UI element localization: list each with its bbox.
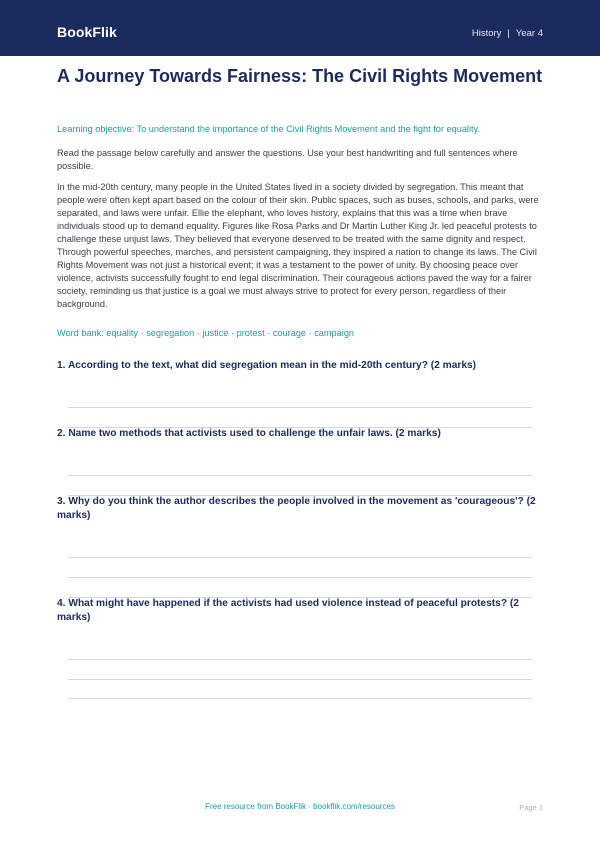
instructions: Read the passage below carefully and answer the questions. Use your best handwriting and full sentences where possible. <box>57 148 518 171</box>
question-text: 3. Why do you think the author describes the people involved in the movement as 'courageous'? (2 marks) <box>57 496 536 521</box>
question-1 <box>57 359 543 373</box>
word-bank: Word bank: equality · segregation · justice · protest · courage · campaign <box>57 328 355 338</box>
footer-resource-link[interactable]: Free resource from BookFlik · bookflik.com/resources <box>205 802 395 811</box>
page-title: A Journey Towards Fairness: The Civil Rights Movement <box>57 66 543 86</box>
question-text: 2. Name two methods that activists used to challenge the unfair laws. (2 marks) <box>57 428 441 439</box>
answer-line[interactable] <box>68 679 532 680</box>
question-text: 4. What might have happened if the activists had used violence instead of peaceful protests? (2 marks) <box>57 598 519 623</box>
subject-label: History <box>471 28 502 39</box>
page-header <box>0 0 600 56</box>
year-label: Year 4 <box>515 28 543 39</box>
answer-line[interactable] <box>68 659 532 660</box>
question-4 <box>57 597 543 625</box>
answer-line[interactable] <box>68 577 532 578</box>
answer-line[interactable] <box>68 407 532 408</box>
question-3 <box>57 495 543 523</box>
breadcrumb-separator: | <box>507 28 510 39</box>
page-number: Page 1 <box>519 803 543 812</box>
answer-line[interactable] <box>68 475 532 476</box>
answer-line[interactable] <box>68 557 532 558</box>
learning-objective: Learning objective: To understand the importance of the Civil Rights Movement and the fight for equality. <box>57 124 481 134</box>
breadcrumb <box>472 28 543 39</box>
reading-passage: In the mid-20th century, many people in the United States lived in a society divided by segregation. This meant that people were often kept apart based on the colour of their skin. Public spaces, such as buses, schools, and parks, were separated, and laws were unfair. Ellie the elephant, who loves history, explains that this was a time when brave individuals stood up to demand equality. Figures like Rosa Parks and Dr Martin Luther King Jr. led peaceful protests to challenge these unjust laws. They believed that everyone deserved to be treated with the same dignity and respect. Through powerful speeches, marches, and persistent campaigning, they inspired a nation to change its laws. The Civil Rights Movement was not just a historical event; it was a testament to the power of unity. By choosing peace over violence, activists successfully fought to end legal discrimination. Their courageous actions paved the way for a fairer society, reminding us that justice is a goal we must always strive to protect for every person, regardless of their background. <box>57 182 539 309</box>
answer-line[interactable] <box>68 698 532 699</box>
question-2 <box>57 427 543 441</box>
question-text: 1. According to the text, what did segregation mean in the mid-20th century? (2 marks) <box>57 360 477 371</box>
brand-logo: BookFlik <box>57 24 117 40</box>
